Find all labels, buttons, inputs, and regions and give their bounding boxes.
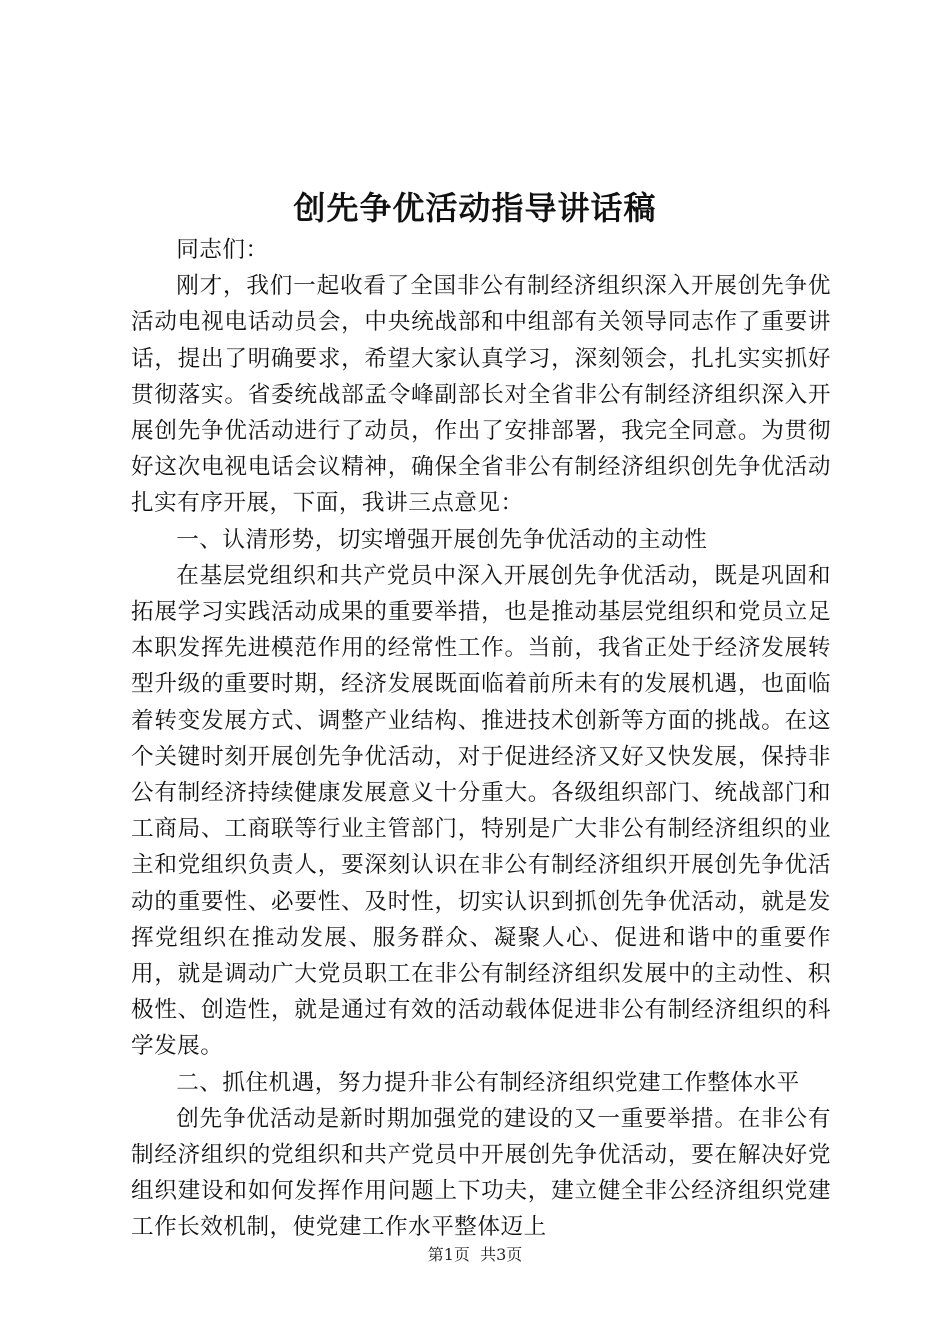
page-number: 第1页 共3页 [427, 1245, 523, 1264]
intro-paragraph: 刚才，我们一起收看了全国非公有制经济组织深入开展创先争优活动电视电话动员会，中央统战部和中组部有关领导同志作了重要讲话，提出了明确要求，希望大家认真学习，深刻领会，扎扎实实抓好贯彻落实。省委统战部孟令峰副部长对全省非公有制经济组织深入开展创先争优活动进行了动员，作出了安排部署，我完全同意。为贯彻好这次电视电话会议精神，确保全省非公有制经济组织创先争优活动扎实有序开展，下面，我讲三点意见： [131, 273, 831, 517]
page-footer [0, 1243, 950, 1267]
section-heading-2: 二、抓住机遇，努力提升非公有制经济组织党建工作整体水平 [176, 1069, 800, 1096]
document-title: 创先争优活动指导讲话稿 [293, 189, 657, 227]
salutation-paragraph: 同志们： [176, 237, 269, 263]
section-1-paragraph: 在基层党组织和共产党员中深入开展创先争优活动，既是巩固和拓展学习实践活动成果的重要举措，也是推动基层党组织和党员立足本职发挥先进模范作用的经常性工作。当前，我省正处于经济发展转型升级的重要时期，经济发展既面临着前所未有的发展机遇，也面临着转变发展方式、调整产业结构、推进技术创新等方面的挑战。在这个关键时刻开展创先争优活动，对于促进经济又好又快发展，保持非公有制经济持续健康发展意义十分重大。各级组织部门、统战部门和工商局、工商联等行业主管部门，特别是广大非公有制经济组织的业主和党组织负责人，要深刻认识在非公有制经济组织开展创先争优活动的重要性、必要性、及时性，切实认识到抓创先争优活动，就是发挥党组织在推动发展、服务群众、凝聚人心、促进和谐中的重要作用，就是调动广大党员职工在非公有制经济组织发展中的主动性、积极性、创造性，就是通过有效的活动载体促进非公有制经济组织的科学发展。 [131, 562, 831, 1060]
section-2-paragraph: 创先争优活动是新时期加强党的建设的又一重要举措。在非公有制经济组织的党组织和共产党员中开展创先争优活动，要在解决好党组织建设和如何发挥作用问题上下功夫，建立健全非公经济组织党建工作长效机制，使党建工作水平整体迈上 [131, 1105, 831, 1241]
section-heading-1: 一、认清形势，切实增强开展创先争优活动的主动性 [176, 526, 708, 553]
document-body [131, 232, 831, 1246]
